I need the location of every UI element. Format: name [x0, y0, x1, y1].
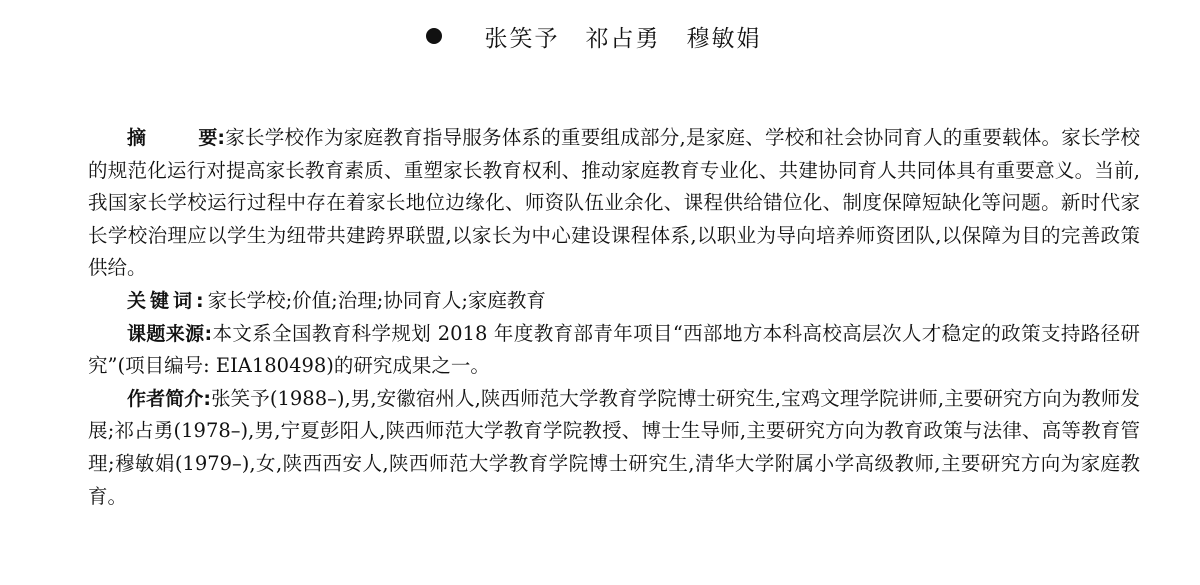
author-bio-text: 张笑予(1988–),男,安徽宿州人,陕西师范大学教育学院博士研究生,宝鸡文理学院讲师,主要研究方向为教师发展;祁占勇(1978–),男,宁夏彭阳人,陕西师范大学教育学院教授、博士生导师,主要研究方向为教育政策与法律、高等教育管理;穆敏娟(1979–),女,陕西西安人,陕西师范大学教育学院博士研究生,清华大学附属小学高级教师,主要研究方向为家庭教育。: [88, 386, 1140, 508]
bullet-icon: [426, 28, 442, 44]
keywords-label: 关键词:: [127, 289, 208, 312]
keywords-text: 家长学校;价值;治理;协同育人;家庭教育: [207, 288, 546, 312]
funding-label: 课题来源:: [127, 322, 213, 345]
funding-text: 本文系全国教育科学规划 2018 年度教育部青年项目“西部地方本科高校高层次人才稳定的政策支持路径研究”(项目编号: EIA180498)的研究成果之一。: [88, 321, 1140, 378]
author-bio-label: 作者简介:: [127, 387, 211, 410]
author-name: 张笑予: [484, 25, 560, 52]
author-name: 穆敏娟: [686, 25, 762, 52]
author-line: [0, 18, 1200, 54]
abstract-label: 摘 要:: [127, 127, 225, 149]
abstract-text: 家长学校作为家庭教育指导服务体系的重要组成部分,是家庭、学校和社会协同育人的重要载体。家长学校的规范化运行对提高家长教育素质、重塑家长教育权利、推动家庭教育专业化、共建协同育人共同体具有重要意义。当前,我国家长学校运行过程中存在着家长地位边缘化、师资队伍业余化、课程供给错位化、制度保障短缺化等问题。新时代家长学校治理应以学生为纽带共建跨界联盟,以家长为中心建设课程体系,以职业为导向培养师资团队,以保障为目的完善政策供给。: [88, 126, 1140, 280]
keywords-paragraph: [88, 285, 1140, 318]
author-name: 祁占勇: [585, 25, 661, 52]
author-bio-paragraph: [88, 383, 1140, 513]
funding-paragraph: [88, 318, 1140, 383]
abstract-paragraph: [88, 122, 1140, 285]
front-matter: [88, 122, 1140, 513]
